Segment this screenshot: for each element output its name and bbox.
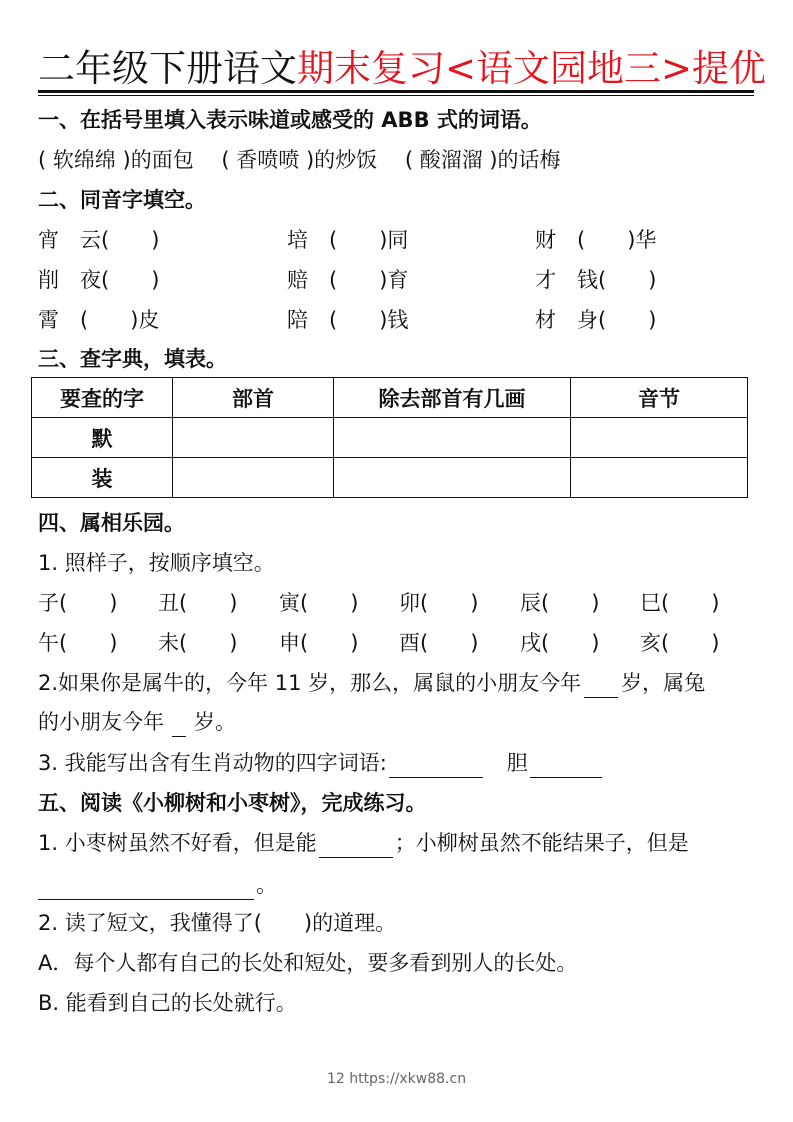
table-cell-blank[interactable] (173, 458, 334, 498)
section5-q2: 2. 读了短文，我懂得了( )的道理。 (38, 911, 397, 935)
table-row (32, 418, 748, 458)
section2-heading: 二、同音字填空。 (38, 188, 206, 212)
q1-text-c: 。 (256, 873, 277, 897)
table-row (32, 458, 748, 498)
section4-q2-line1 (38, 668, 705, 698)
table-header-cell: 音节 (571, 378, 748, 418)
answer-blank[interactable] (584, 675, 618, 698)
answer-blank[interactable] (38, 877, 254, 900)
table-cell-blank[interactable] (173, 418, 334, 458)
section4-q1: 1. 照样子，按顺序填空。 (38, 551, 275, 575)
homophone-cell: 材 身( ) (535, 308, 657, 332)
q2-text-d: 岁。 (194, 710, 236, 734)
table-cell-blank[interactable] (571, 418, 748, 458)
title-red-part: 期末复习<语文园地三>提优 (297, 47, 767, 90)
answer-blank[interactable] (389, 755, 483, 778)
zodiac-cell: 未( ) (158, 631, 238, 655)
section5-q1-line1 (38, 828, 689, 858)
q2-text-a: 2.如果你是属牛的，今年 11 岁，那么，属鼠的小朋友今年 (38, 671, 582, 695)
title-black-part: 二年级下册语文 (38, 47, 297, 90)
answer-blank[interactable] (319, 835, 393, 858)
section3-heading: 三、查字典，填表。 (38, 347, 227, 371)
section1-heading: 一、在括号里填入表示味道或感受的 ABB 式的词语。 (38, 108, 542, 132)
zodiac-cell: 午( ) (38, 631, 118, 655)
title-rule-thick (38, 90, 754, 93)
zodiac-cell: 子( ) (38, 591, 118, 615)
section4-q3 (38, 748, 602, 778)
zodiac-cell: 丑( ) (158, 591, 238, 615)
section5-q1-line2 (38, 870, 277, 900)
table-header-row (32, 378, 748, 418)
dictionary-table (31, 377, 748, 498)
table-cell-blank[interactable] (334, 418, 571, 458)
zodiac-cell: 戌( ) (520, 631, 600, 655)
q3-text-b: 胆 (506, 751, 528, 775)
zodiac-cell: 辰( ) (520, 591, 600, 615)
zodiac-cell: 申( ) (279, 631, 359, 655)
homophone-cell: 财 ( )华 (535, 228, 657, 252)
title-rule-thin (38, 95, 754, 96)
table-cell-char: 装 (32, 458, 173, 498)
q1-text-a: 1. 小枣树虽然不好看，但是能 (38, 831, 317, 855)
table-cell-char: 默 (32, 418, 173, 458)
table-cell-blank[interactable] (334, 458, 571, 498)
option-a: A．每个人都有自己的长处和短处，要多看到别人的长处。 (38, 951, 578, 975)
homophone-cell: 削 夜( ) (38, 268, 160, 292)
table-header-cell: 要查的字 (32, 378, 173, 418)
q1-text-b: ；小柳树虽然不能结果子，但是 (394, 831, 689, 855)
zodiac-cell: 巳( ) (640, 591, 720, 615)
q2-text-c: 的小朋友今年 (38, 710, 164, 734)
zodiac-cell: 亥( ) (640, 631, 720, 655)
section5-heading: 五、阅读《小柳树和小枣树》，完成练习。 (38, 791, 427, 815)
page-footer: 12 https://xkw88.cn (326, 1071, 467, 1087)
table-header-cell: 除去部首有几画 (334, 378, 571, 418)
zodiac-cell: 寅( ) (279, 591, 359, 615)
table-header-cell: 部首 (173, 378, 334, 418)
homophone-cell: 才 钱( ) (535, 268, 657, 292)
homophone-cell: 霄 ( )皮 (38, 308, 160, 332)
section4-q2-line2 (38, 707, 236, 737)
homophone-cell: 培 ( )同 (287, 228, 409, 252)
answer-blank[interactable] (172, 714, 186, 737)
option-b: B. 能看到自己的长处就行。 (38, 991, 297, 1015)
section4-heading: 四、属相乐园。 (38, 511, 185, 535)
section1-answers: ( 软绵绵 )的面包 ( 香喷喷 )的炒饭 ( 酸溜溜 )的话梅 (38, 148, 561, 172)
q2-text-b: 岁，属兔 (621, 671, 706, 695)
homophone-cell: 宵 云( ) (38, 228, 160, 252)
homophone-cell: 陪 ( )钱 (287, 308, 409, 332)
answer-blank[interactable] (530, 755, 602, 778)
homophone-cell: 赔 ( )育 (287, 268, 409, 292)
table-cell-blank[interactable] (571, 458, 748, 498)
zodiac-cell: 卯( ) (399, 591, 479, 615)
zodiac-cell: 酉( ) (399, 631, 479, 655)
page-title (38, 44, 767, 94)
q3-text-a: 3. 我能写出含有生肖动物的四字词语: (38, 751, 387, 775)
